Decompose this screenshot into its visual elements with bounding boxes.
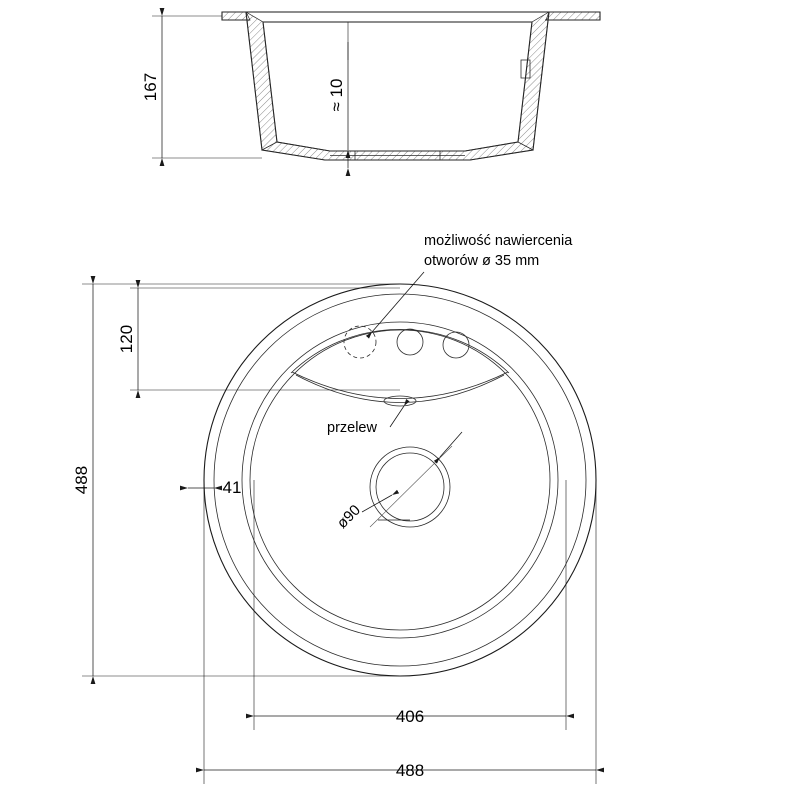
dim-overall-height: 488 [72,465,91,495]
note-tap-holes-line2: otworów ø 35 mm [424,253,540,269]
dim-section-height: 167 [141,72,160,102]
dim-section-thickness: ≈ 10 [327,78,346,112]
dim-rim-offset: 41 [222,478,242,497]
top-view-group [72,233,596,784]
note-tap-holes-line1: możliwość nawiercenia [424,233,573,249]
note-overflow: przelew [327,420,377,436]
dim-bowl-width: 406 [395,707,425,726]
dim-overall-width: 488 [395,761,425,780]
dim-drain-diameter: ø90 [333,501,364,532]
section-view-group [141,12,600,168]
dim-tap-zone: 120 [117,324,136,354]
